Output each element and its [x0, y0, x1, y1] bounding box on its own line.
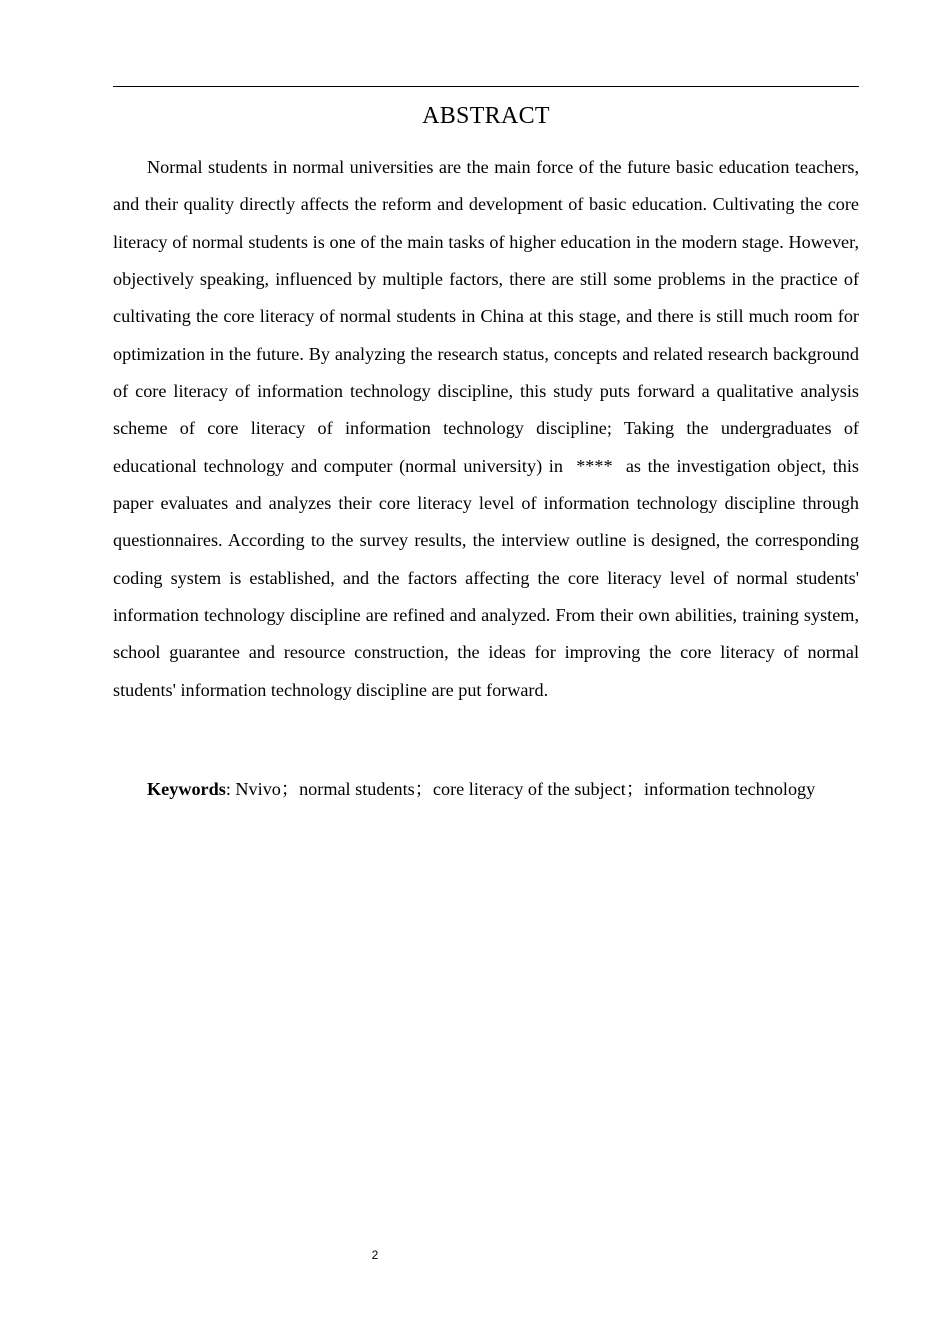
keywords-label: Keywords [147, 779, 226, 799]
abstract-title: ABSTRACT [422, 103, 550, 129]
keywords-line [113, 771, 859, 808]
keywords-list: : Nvivo；normal students；core literacy of the subject；information technology [225, 779, 816, 799]
page-number: 2 [371, 1248, 379, 1262]
abstract-body: Normal students in normal universities are the main force of the future basic education teachers, and their quality directly affects the reform and development of basic education. Cultivating the core literacy of normal students is one of the main tasks of higher education in the modern stage. However, objectively speaking, influenced by multiple factors, there are still some problems in the practice of cultivating the core literacy of normal students in China at this stage, and there is still much room for optimization in the future. By analyzing the research status, concepts and related research background of core literacy of information technology discipline, this study puts forward a qualitative analysis scheme of core literacy of information technology discipline; Taking the undergraduates of educational technology and computer (normal university) in **** as the investigation object, this paper evaluates and analyzes their core literacy level of information technology discipline through questionnaires. According to the survey results, the interview outline is designed, the corresponding coding system is established, and the factors affecting the core literacy level of normal students' information technology discipline are refined and analyzed. From their own abilities, training system, school guarantee and resource construction, the ideas for improving the core literacy of normal students' information technology discipline are put forward. [113, 157, 859, 700]
header-rule [113, 86, 859, 87]
